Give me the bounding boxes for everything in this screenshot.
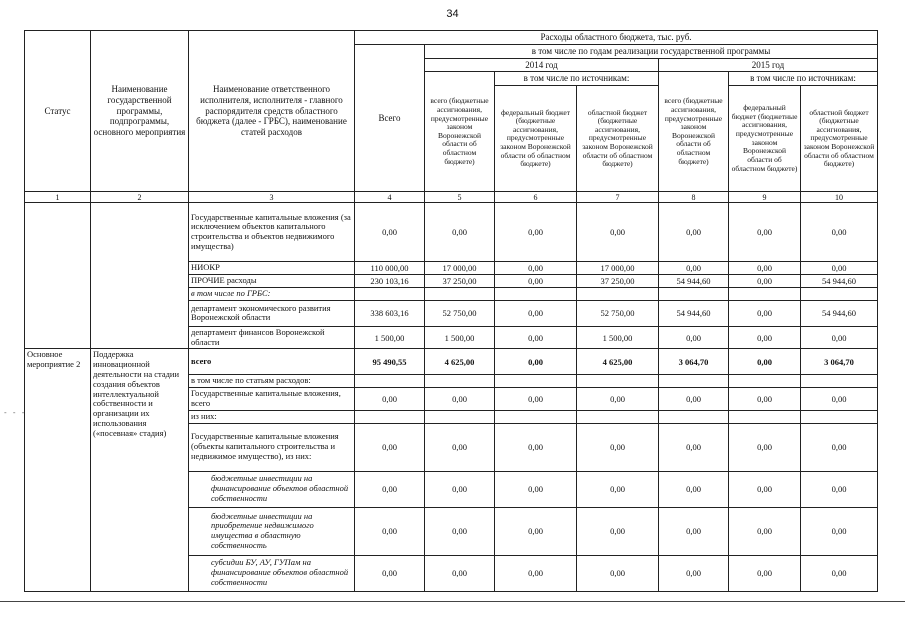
margin-marks: - - - [4, 408, 27, 417]
value-cell [495, 375, 577, 388]
table-row [25, 349, 878, 375]
row-label: субсидии БУ, АУ, ГУПам на финансирование объектов областной собственности [189, 555, 355, 591]
value-cell: 0,00 [355, 555, 425, 591]
value-cell: 0,00 [729, 507, 801, 555]
value-cell: 0,00 [801, 388, 878, 411]
value-cell: 0,00 [425, 423, 495, 471]
value-cell: 0,00 [729, 388, 801, 411]
value-cell: 0,00 [577, 388, 659, 411]
value-cell: 54 944,60 [801, 300, 878, 326]
row-label: в том числе по статьям расходов: [189, 375, 355, 388]
value-cell: 0,00 [801, 203, 878, 262]
value-cell: 0,00 [801, 471, 878, 507]
value-cell: 0,00 [659, 555, 729, 591]
col-index: 8 [659, 192, 729, 203]
row-label: всего [189, 349, 355, 375]
value-cell [801, 288, 878, 301]
header-program-name: Наименование государственной программы, подпрограммы, основного мероприятия [91, 31, 189, 192]
header-executor: Наименование ответственного исполнителя, исполнителя - главного распорядителя средств областного бюджета (далее - ГРБС), наименование статей расходов [189, 31, 355, 192]
header-all-2015: всего (бюджетные ассигнования, предусмотренные законом Воронежской области об областном бюджете) [659, 72, 729, 192]
header-by-years: в том числе по годам реализации государственной программы [425, 44, 878, 58]
value-cell: 52 750,00 [425, 300, 495, 326]
value-cell: 0,00 [729, 555, 801, 591]
value-cell: 0,00 [355, 423, 425, 471]
value-cell [577, 375, 659, 388]
col-index: 9 [729, 192, 801, 203]
col-index: 6 [495, 192, 577, 203]
value-cell: 0,00 [577, 423, 659, 471]
value-cell: 0,00 [659, 471, 729, 507]
header-total: Всего [355, 44, 425, 191]
row-label: из них: [189, 410, 355, 423]
value-cell [801, 410, 878, 423]
header-year-2015: 2015 год [659, 58, 878, 72]
value-cell: 0,00 [495, 555, 577, 591]
value-cell: 54 944,60 [659, 300, 729, 326]
value-cell: 0,00 [801, 423, 878, 471]
value-cell: 0,00 [425, 203, 495, 262]
header-reg-2014: областной бюджет (бюджетные ассигнования, предусмотренные законом Воронежской области об областном бюджете) [577, 86, 659, 192]
value-cell: 0,00 [355, 388, 425, 411]
value-cell: 3 064,70 [801, 349, 878, 375]
row-label: департамент экономического развития Воронежской области [189, 300, 355, 326]
table-row [25, 203, 878, 262]
value-cell: 0,00 [425, 388, 495, 411]
value-cell [729, 288, 801, 301]
value-cell: 0,00 [355, 203, 425, 262]
value-cell: 4 625,00 [577, 349, 659, 375]
value-cell: 0,00 [495, 388, 577, 411]
value-cell: 0,00 [577, 507, 659, 555]
header-year-2014: 2014 год [425, 58, 659, 72]
value-cell: 0,00 [659, 262, 729, 275]
value-cell: 0,00 [801, 507, 878, 555]
value-cell: 0,00 [425, 471, 495, 507]
value-cell: 0,00 [801, 262, 878, 275]
value-cell: 0,00 [729, 203, 801, 262]
value-cell [577, 410, 659, 423]
row-label: бюджетные инвестиции на приобретение недвижимого имущества в областную собственность [189, 507, 355, 555]
value-cell [495, 410, 577, 423]
value-cell: 0,00 [355, 471, 425, 507]
value-cell: 17 000,00 [425, 262, 495, 275]
col-index: 10 [801, 192, 878, 203]
value-cell [425, 375, 495, 388]
budget-table [24, 30, 878, 592]
row-label: ПРОЧИЕ расходы [189, 275, 355, 288]
value-cell: 0,00 [729, 326, 801, 349]
value-cell [425, 410, 495, 423]
value-cell: 1 500,00 [355, 326, 425, 349]
value-cell: 0,00 [659, 326, 729, 349]
value-cell: 0,00 [495, 423, 577, 471]
status-cell: Основное мероприятие 2 [25, 349, 91, 591]
value-cell: 0,00 [495, 507, 577, 555]
value-cell: 0,00 [729, 275, 801, 288]
col-index: 3 [189, 192, 355, 203]
header-sources-2015: в том числе по источникам: [729, 72, 878, 86]
col-index: 7 [577, 192, 659, 203]
header-all-2014: всего (бюджетные ассигнования, предусмотренные законом Воронежской области об областном бюджете) [425, 72, 495, 192]
program-cell: Поддержка инновационной деятельности на стадии создания объектов интеллектуальной собственности и организации их использования («посевная» стадия) [91, 349, 189, 591]
program-cell [91, 203, 189, 349]
value-cell: 0,00 [577, 471, 659, 507]
value-cell: 0,00 [495, 275, 577, 288]
value-cell: 0,00 [495, 349, 577, 375]
value-cell: 0,00 [659, 388, 729, 411]
page-number: 34 [446, 8, 459, 20]
value-cell [659, 375, 729, 388]
value-cell: 0,00 [729, 471, 801, 507]
value-cell: 0,00 [729, 349, 801, 375]
value-cell [659, 410, 729, 423]
col-index: 5 [425, 192, 495, 203]
value-cell: 0,00 [659, 203, 729, 262]
value-cell: 0,00 [659, 507, 729, 555]
value-cell: 338 603,16 [355, 300, 425, 326]
value-cell: 37 250,00 [425, 275, 495, 288]
value-cell: 1 500,00 [577, 326, 659, 349]
value-cell [425, 288, 495, 301]
page-bottom-rule [0, 601, 905, 602]
value-cell [729, 375, 801, 388]
value-cell: 54 944,60 [801, 275, 878, 288]
column-index-row [25, 192, 878, 203]
col-index: 1 [25, 192, 91, 203]
row-label: департамент финансов Воронежской области [189, 326, 355, 349]
value-cell: 0,00 [495, 262, 577, 275]
value-cell: 0,00 [495, 471, 577, 507]
value-cell: 0,00 [577, 555, 659, 591]
row-label: НИОКР [189, 262, 355, 275]
value-cell: 95 490,55 [355, 349, 425, 375]
value-cell: 17 000,00 [577, 262, 659, 275]
budget-table-frame [24, 30, 877, 586]
row-label: в том числе по ГРБС: [189, 288, 355, 301]
row-label: Государственные капитальные вложения (объекты капитального строительства и недвижимое имущество), из них: [189, 423, 355, 471]
value-cell: 52 750,00 [577, 300, 659, 326]
value-cell [659, 288, 729, 301]
value-cell [577, 288, 659, 301]
value-cell [355, 410, 425, 423]
value-cell [729, 410, 801, 423]
value-cell: 0,00 [425, 555, 495, 591]
value-cell: 0,00 [729, 262, 801, 275]
value-cell: 0,00 [729, 423, 801, 471]
value-cell: 0,00 [801, 555, 878, 591]
col-index: 2 [91, 192, 189, 203]
value-cell: 3 064,70 [659, 349, 729, 375]
header-fed-2014: федеральный бюджет (бюджетные ассигнования, предусмотренные законом Воронежской области об областном бюджете) [495, 86, 577, 192]
value-cell [355, 288, 425, 301]
value-cell: 0,00 [495, 326, 577, 349]
value-cell: 54 944,60 [659, 275, 729, 288]
header-status: Статус [25, 31, 91, 192]
value-cell: 0,00 [659, 423, 729, 471]
value-cell: 110 000,00 [355, 262, 425, 275]
header-fed-2015: федеральный бюджет (бюджетные ассигнования, предусмотренные законом Воронежской области об областном бюджете) [729, 86, 801, 192]
value-cell [355, 375, 425, 388]
row-label: бюджетные инвестиции на финансирование объектов областной собственности [189, 471, 355, 507]
value-cell: 1 500,00 [425, 326, 495, 349]
row-label: Государственные капитальные вложения, всего [189, 388, 355, 411]
status-cell [25, 203, 91, 349]
header-expenses-title: Расходы областного бюджета, тыс. руб. [355, 31, 878, 45]
value-cell: 0,00 [801, 326, 878, 349]
header-sources-2014: в том числе по источникам: [495, 72, 659, 86]
value-cell [801, 375, 878, 388]
value-cell: 0,00 [355, 507, 425, 555]
value-cell: 0,00 [577, 203, 659, 262]
header-reg-2015: областной бюджет (бюджетные ассигнования, предусмотренные законом Воронежской области об областном бюджете) [801, 86, 878, 192]
col-index: 4 [355, 192, 425, 203]
value-cell: 37 250,00 [577, 275, 659, 288]
value-cell: 0,00 [425, 507, 495, 555]
row-label: Государственные капитальные вложения (за исключением объектов капитального строительства и объектов недвижимого имущества) [189, 203, 355, 262]
value-cell: 0,00 [495, 300, 577, 326]
value-cell: 0,00 [729, 300, 801, 326]
value-cell: 0,00 [495, 203, 577, 262]
value-cell [495, 288, 577, 301]
value-cell: 4 625,00 [425, 349, 495, 375]
value-cell: 230 103,16 [355, 275, 425, 288]
